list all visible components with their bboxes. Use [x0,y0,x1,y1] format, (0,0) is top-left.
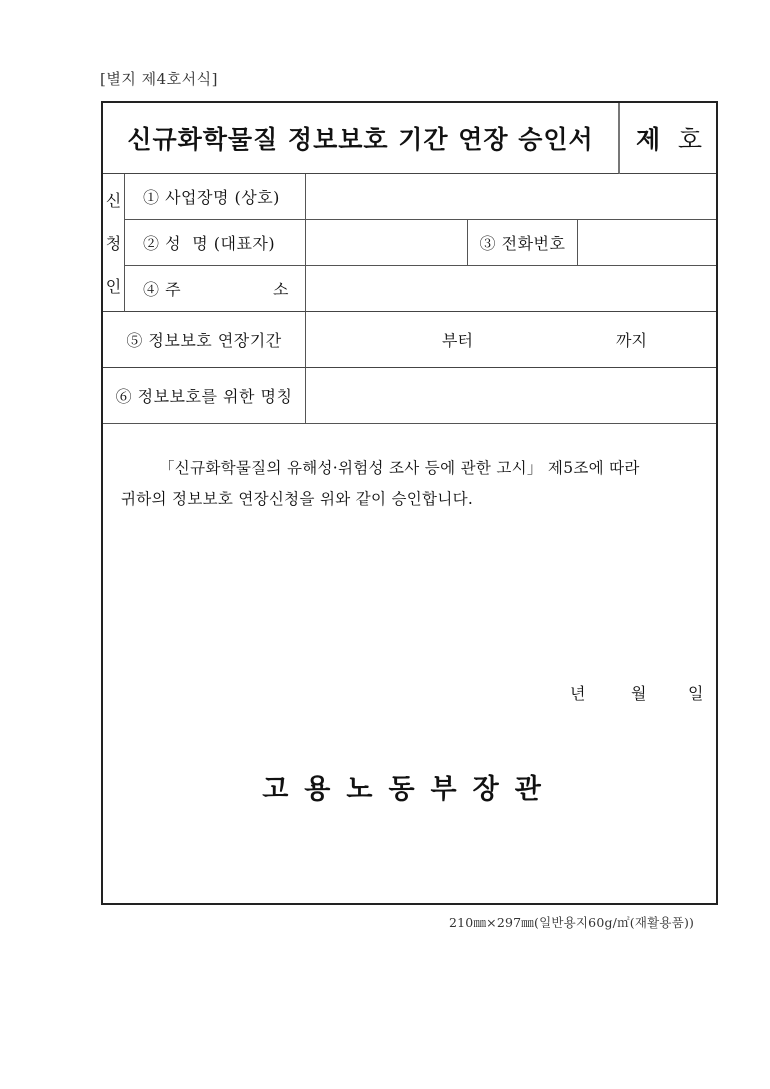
period-from-label: 부터 [442,331,473,350]
protection-name-label: ⑥ 정보보호를 위한 명칭 [103,368,306,424]
protection-name-field[interactable] [306,368,716,424]
business-name-label: ① 사업장명 (상호) [125,174,306,220]
extension-period-field[interactable] [306,312,716,368]
number-suffix: 호 [677,125,702,154]
representative-name-label: ② 성 명 (대표자) [125,220,306,266]
document-number-box[interactable] [620,103,716,174]
business-name-field[interactable] [306,174,716,220]
date-month: 월 [631,684,647,703]
form-number-label: [별지 제4호서식] [100,70,218,88]
address-label: ④ 주 소 [125,266,306,312]
issuing-authority: 고용노동부장관 [262,774,557,805]
period-to-label: 까지 [616,331,647,350]
date-year: 년 [570,684,586,703]
date-day: 일 [688,684,704,703]
phone-field[interactable] [578,220,716,266]
form-title: 신규화학물질 정보보호 기간 연장 승인서 [103,103,620,174]
paper-spec-note: 210㎜×297㎜(일반용지60g/㎡(재활용품)) [449,915,695,930]
approval-form [101,101,718,905]
approval-statement: 「신규화학물질의 유해성·위험성 조사 등에 관한 고시」 제5조에 따라 귀하의 정보보호 연장신청을 위와 같이 승인합니다. [121,459,640,508]
applicant-section-label: 신 청 인 [103,174,125,312]
address-field[interactable] [306,266,716,312]
phone-label: ③ 전화번호 [468,220,578,266]
number-prefix: 제 [636,125,661,154]
extension-period-label: ⑤ 정보보호 연장기간 [103,312,306,368]
representative-name-field[interactable] [306,220,468,266]
